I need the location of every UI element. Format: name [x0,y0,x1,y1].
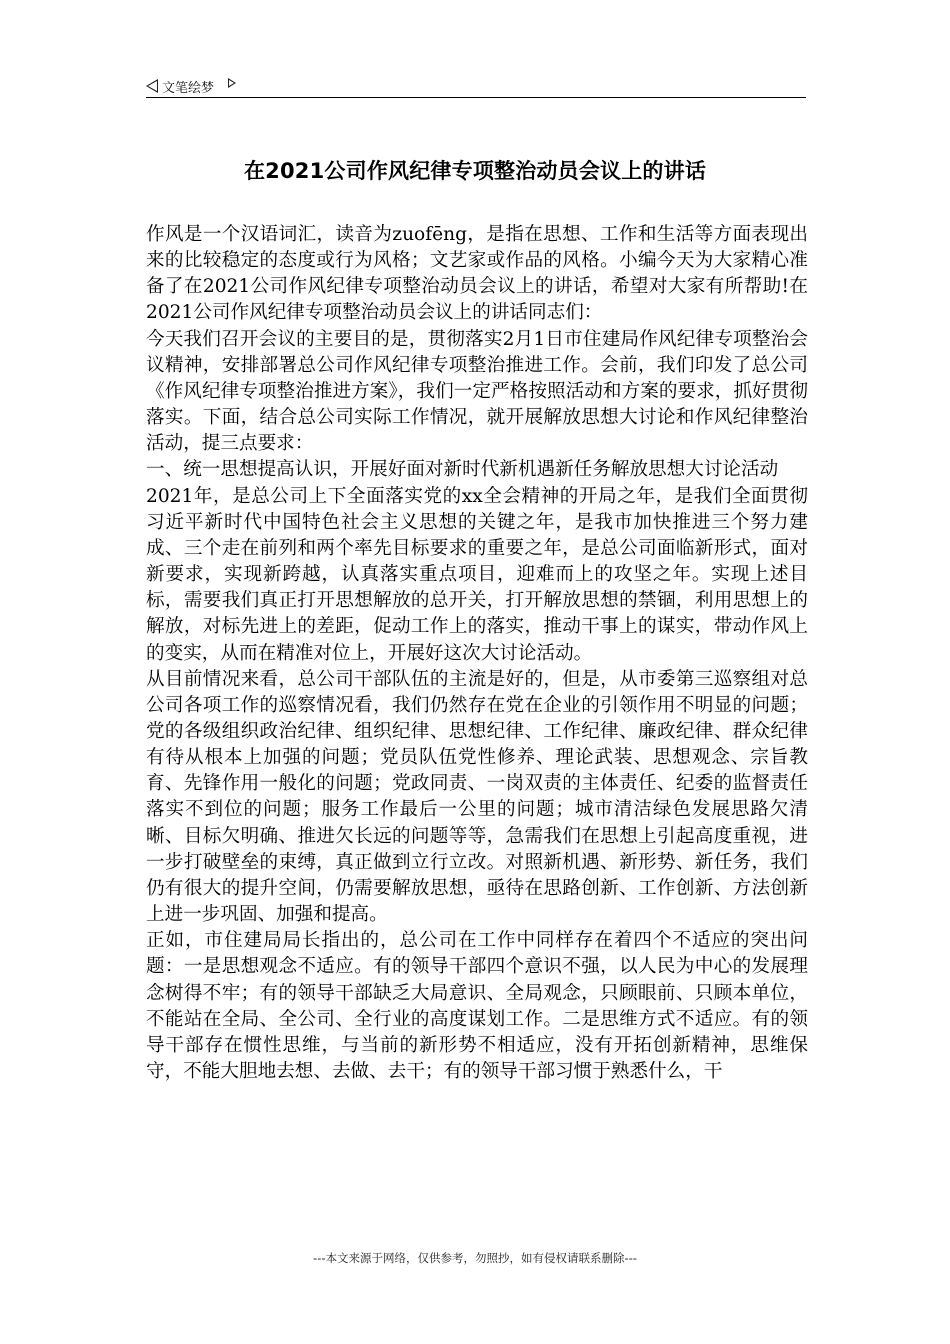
document-body [146,222,808,1085]
triangle-right-icon [228,78,236,88]
paragraph-intro: 作风是一个汉语词汇，读音为zuofēng，是指在思想、工作和生活等方面表现出来的比较稳定的态度或行为风格；文艺家或作品的风格。小编今天为大家精心准备了在2021公司作风纪律专项整治动员会议上的讲话，希望对大家有所帮助!在2021公司作风纪律专项整治动员会议上的讲话同志们： [146,224,808,324]
page-header [146,74,806,98]
section-heading-1: 一、统一思想提高认识，开展好面对新时代新机遇新任务解放思想大讨论活动 [146,459,779,481]
paragraph-four-problems: 正如，市住建局局长指出的，总公司在工作中同样存在着四个不适应的突出问题：一是思想观念不适应。有的领导干部四个意识不强，以人民为中心的发展理念树得不牢；有的领导干部缺乏大局意识、全局观念，只顾眼前、只顾本单位，不能站在全局、全公司、全行业的高度谋划工作。二是思维方式不适应。有的领导干部存在惯性思维，与当前的新形势不相适应，没有开拓创新精神，思维保守，不能大胆地去想、去做、去干；有的领导干部习惯于熟悉什么，干 [146,930,808,1082]
paragraph-current-situation: 从目前情况来看，总公司干部队伍的主流是好的，但是，从市委第三巡察组对总公司各项工作的巡察情况看，我们仍然存在党在企业的引领作用不明显的问题；党的各级组织政治纪律、组织纪律、思想纪律、工作纪律、廉政纪律、群众纪律有待从根本上加强的问题；党员队伍党性修养、理论武装、思想观念、宗旨教育、先锋作用一般化的问题；党政同责、一岗双责的主体责任、纪委的监督责任落实不到位的问题；服务工作最后一公里的问题；城市清洁绿色发展思路欠清晰、目标欠明确、推进欠长远的问题等等，急需我们在思想上引起高度重视，进一步打破壁垒的束缚，真正做到立行立改。对照新机遇、新形势、新任务，我们仍有很大的提升空间，仍需要解放思想，亟待在思路创新、工作创新、方法创新上进一步巩固、加强和提高。 [146,668,808,926]
triangle-left-icon [146,79,158,93]
document-title: 在2021公司作风纪律专项整治动员会议上的讲话 [243,159,707,183]
header-brand: 文笔绘梦 [162,80,215,96]
paragraph-purpose: 今天我们召开会议的主要目的是，贯彻落实2月1日市住建局作风纪律专项整治会议精神，安排部署总公司作风纪律专项整治推进工作。会前，我们印发了总公司《作风纪律专项整治推进方案》，我们一定严格按照活动和方案的要求，抓好贯彻落实。下面，结合总公司实际工作情况，就开展解放思想大讨论和作风纪律整治活动，提三点要求： [146,328,808,455]
page-footer: ---本文来源于网络，仅供参考，勿照抄，如有侵权请联系删除--- [313,1251,637,1265]
header-divider [146,97,806,98]
paragraph-2021: 2021年，是总公司上下全面落实党的xx全会精神的开局之年，是我们全面贯彻习近平新时代中国特色社会主义思想的关键之年，是我市加快推进三个努力建成、三个走在前列和两个率先目标要求的重要之年，是总公司面临新形式，面对新要求，实现新跨越，认真落实重点项目，迎难而上的攻坚之年。实现上述目标，需要我们真正打开思想解放的总开关，打开解放思想的禁锢，利用思想上的解放，对标先进上的差距，促动工作上的落实，推动干事上的谋实，带动作风上的变实，从而在精准对位上，开展好这次大讨论活动。 [146,485,808,664]
